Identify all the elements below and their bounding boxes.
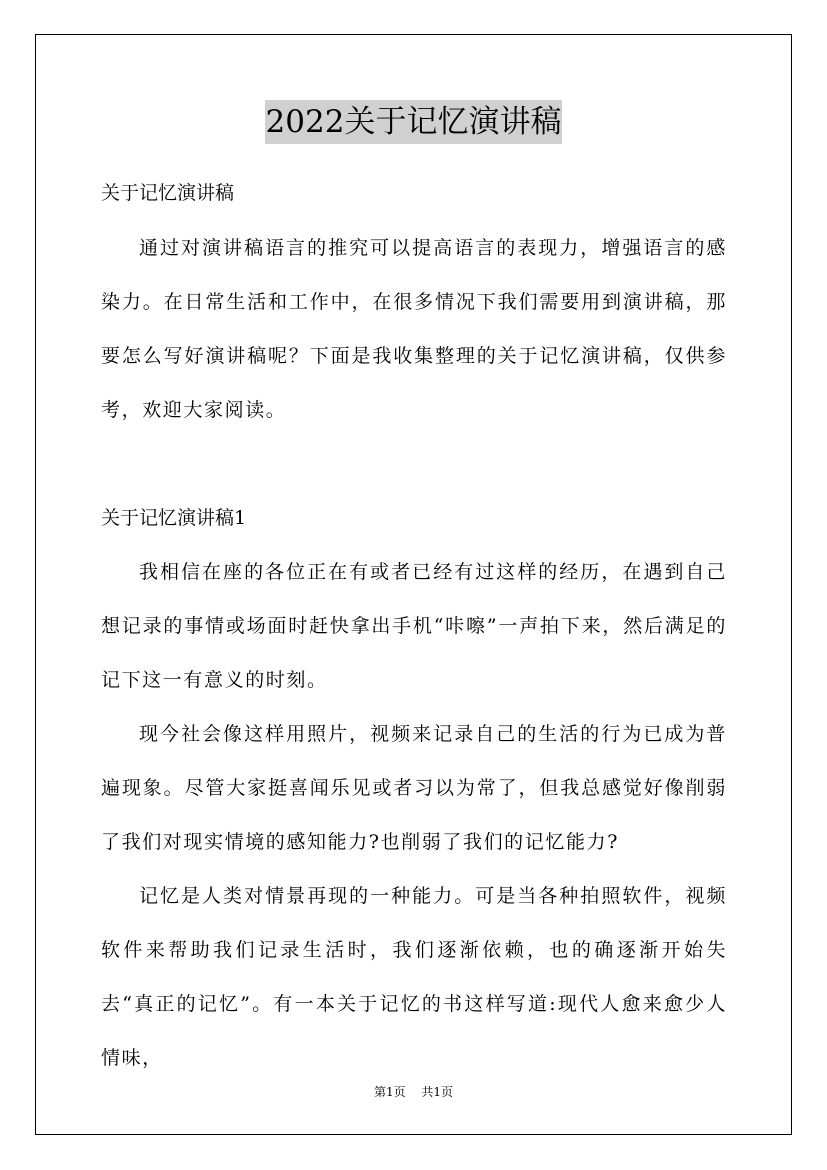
paragraph-intro: 通过对演讲稿语言的推究可以提高语言的表现力，增强语言的感染力。在日常生活和工作中，在很多情况下我们需要用到演讲稿，那要怎么写好演讲稿呢？下面是我收集整理的关于记忆演讲稿，仅供参考，欢迎大家阅读。 xyxy=(101,237,727,421)
page-footer xyxy=(0,1083,827,1101)
page-number-current: 第1页 xyxy=(374,1085,406,1099)
section-heading-1: 关于记忆演讲稿1 xyxy=(101,507,247,529)
page-number-total: 共1页 xyxy=(421,1085,453,1099)
paragraph-1: 我相信在座的各位正在有或者已经有过这样的经历，在遇到自己想记录的事情或场面时赶快拿出手机“咔嚓”一声拍下来，然后满足的记下这一有意义的时刻。 xyxy=(101,561,727,691)
document-title xyxy=(0,100,827,144)
document-title-text: 2022关于记忆演讲稿 xyxy=(265,100,563,144)
section-heading-intro: 关于记忆演讲稿 xyxy=(101,182,235,204)
paragraph-2: 现今社会像这样用照片，视频来记录自己的生活的行为已成为普遍现象。尽管大家挺喜闻乐见或者习以为常了，但我总感觉好像削弱了我们对现实情境的感知能力?也削弱了我们的记忆能力? xyxy=(101,723,727,853)
paragraph-3: 记忆是人类对情景再现的一种能力。可是当各种拍照软件，视频软件来帮助我们记录生活时，我们逐渐依赖，也的确逐渐开始失去“真正的记忆”。有一本关于记忆的书这样写道:现代人愈来愈少人情味， xyxy=(101,885,727,1069)
